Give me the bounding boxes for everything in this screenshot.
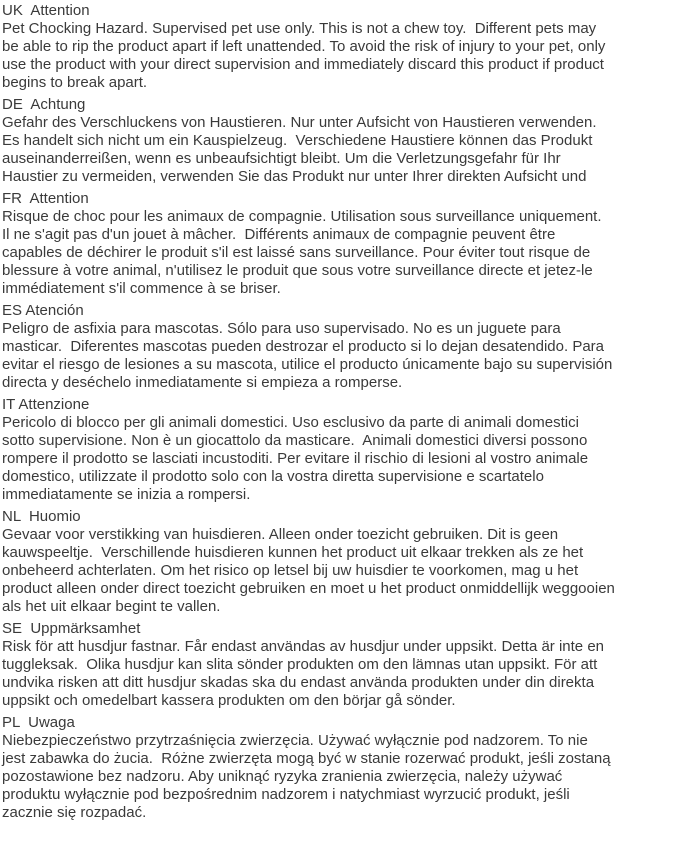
section-text-line: Pericolo di blocco per gli animali domestici. Uso esclusivo da parte di animali domestici (2, 414, 579, 431)
warning-section-it (2, 396, 679, 504)
section-text-line: kauwspeeltje. Verschillende huisdieren kunnen het product uit elkaar trekken als ze het (2, 544, 584, 561)
section-text-line: capables de déchirer le produit s'il est laissé sans surveillance. Pour éviter tout risque de (2, 244, 591, 261)
section-text-line: Gefahr des Verschluckens von Haustieren. Nur unter Aufsicht von Haustieren verwenden. (2, 114, 597, 131)
section-text-line: jest zabawka do żucia. Różne zwierzęta mogą być w stanie rozerwać produkt, jeśli zostaną (2, 750, 611, 767)
section-text-line: blessure à votre animal, n'utilisez le produit que sous votre surveillance directe et jetez-le (2, 262, 593, 279)
section-heading: FR Attention (2, 190, 89, 207)
section-text-line: Haustier zu vermeiden, verwenden Sie das Produkt nur unter Ihrer direkten Aufsicht und (2, 168, 587, 185)
section-text-line: use the product with your direct supervision and immediately discard this product if product (2, 56, 604, 73)
section-text-line: Es handelt sich nicht um ein Kauspielzeug. Verschiedene Haustiere können das Produkt (2, 132, 593, 149)
section-heading: IT Attenzione (2, 396, 90, 413)
section-heading: UK Attention (2, 2, 90, 19)
section-text-line: Niebezpieczeństwo przytrzaśnięcia zwierzęcia. Używać wyłącznie pod nadzorem. To nie (2, 732, 588, 749)
section-text-line: pozostawione bez nadzoru. Aby uniknąć ryzyka zranienia zwierzęcia, należy używać (2, 768, 563, 785)
warning-section-pl (2, 714, 679, 822)
section-text-line: begins to break apart. (2, 74, 148, 91)
section-text-line: onbeheerd achterlaten. Om het risico op letsel bij uw huisdier te voorkomen, mag u het (2, 562, 579, 579)
section-text-line: auseinanderreißen, wenn es unbeaufsichtigt bleibt. Um die Verletzungsgefahr für Ihr (2, 150, 561, 167)
section-text-line: uppsikt och omedelbart kassera produkten om den börjar gå sönder. (2, 692, 456, 709)
section-heading: SE Uppmärksamhet (2, 620, 141, 637)
warning-section-se (2, 620, 679, 710)
section-text-line: als het uit elkaar begint te vallen. (2, 598, 221, 615)
section-text-line: be able to rip the product apart if left unattended. To avoid the risk of injury to your pet, only (2, 38, 606, 55)
warning-section-es (2, 302, 679, 392)
section-heading: PL Uwaga (2, 714, 75, 731)
section-heading: DE Achtung (2, 96, 86, 113)
section-text-line: Risque de choc pour les animaux de compagnie. Utilisation sous surveillance uniquement. (2, 208, 602, 225)
section-text-line: produktu wyłącznie pod bezpośrednim nadzorem i natychmiast wyrzucić produkt, jeśli (2, 786, 570, 803)
warning-section-de (2, 96, 679, 186)
section-text-line: Peligro de asfixia para mascotas. Sólo para uso supervisado. No es un juguete para (2, 320, 561, 337)
section-text-line: rompere il prodotto se lasciati incustoditi. Per evitare il rischio di lesioni al vostro animale (2, 450, 589, 467)
section-text-line: directa y deséchelo inmediatamente si empieza a romperse. (2, 374, 403, 391)
section-text-line: domestico, utilizzate il prodotto solo con la vostra diretta supervisione e scartatelo (2, 468, 544, 485)
section-text-line: zacznie się rozpadać. (2, 804, 147, 821)
section-text-line: product alleen onder direct toezicht gebruiken en moet u het product onmiddellijk weggooien (2, 580, 615, 597)
warning-section-uk (2, 2, 679, 92)
section-text-line: undvika risken att ditt husdjur skadas ska du endast använda produkten under din direkta (2, 674, 595, 691)
section-heading: NL Huomio (2, 508, 81, 525)
section-text-line: Gevaar voor verstikking van huisdieren. Alleen onder toezicht gebruiken. Dit is geen (2, 526, 559, 543)
section-text-line: immédiatement s'il commence à se briser. (2, 280, 281, 297)
section-text-line: Il ne s'agit pas d'un jouet à mâcher. Différents animaux de compagnie peuvent être (2, 226, 556, 243)
section-text-line: evitar el riesgo de lesiones a su mascota, utilice el producto únicamente bajo su supervisión (2, 356, 613, 373)
warning-section-fr (2, 190, 679, 298)
section-text-line: masticar. Diferentes mascotas pueden destrozar el producto si lo dejan desatendido. Para (2, 338, 605, 355)
section-text-line: Pet Chocking Hazard. Supervised pet use only. This is not a chew toy. Different pets may (2, 20, 597, 37)
section-text-line: sotto supervisione. Non è un giocattolo da masticare. Animali domestici diversi possono (2, 432, 588, 449)
warning-section-nl (2, 508, 679, 616)
section-text-line: tuggleksak. Olika husdjur kan slita sönder produkten om den lämnas utan uppsikt. För att (2, 656, 598, 673)
section-text-line: Risk för att husdjur fastnar. Får endast användas av husdjur under uppsikt. Detta är inte en (2, 638, 604, 655)
section-text-line: immediatamente se inizia a rompersi. (2, 486, 251, 503)
section-heading: ES Atención (2, 302, 84, 319)
